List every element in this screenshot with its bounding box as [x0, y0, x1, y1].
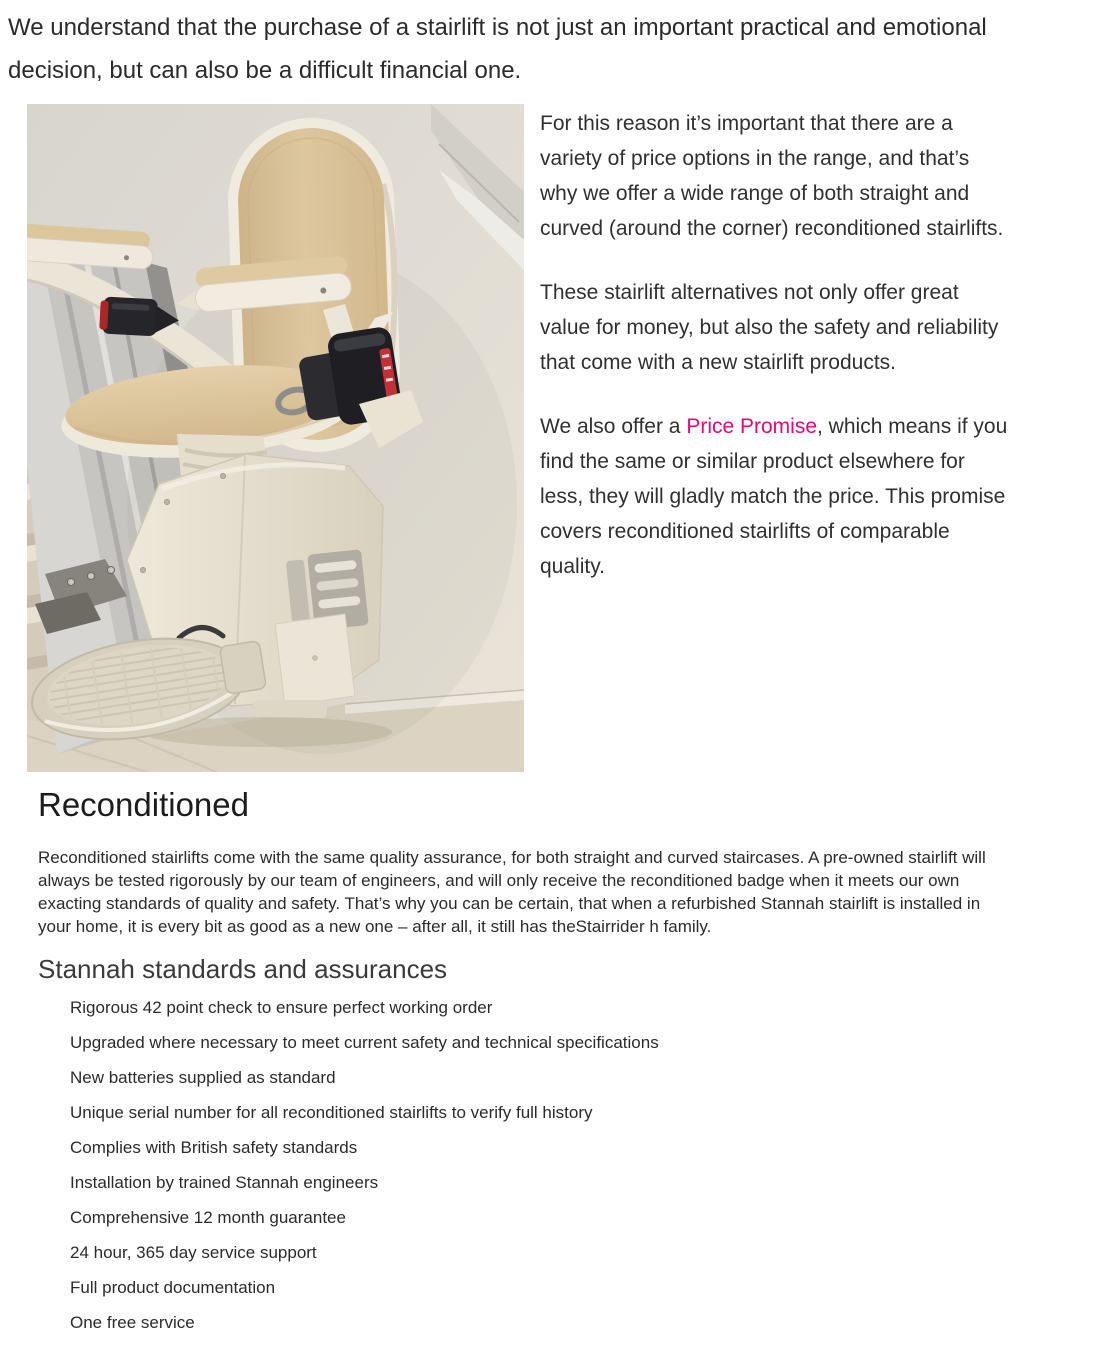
- intro-paragraph: We understand that the purchase of a stairlift is not just an important practical and emotional decision, but can also be a difficult financial one.: [8, 14, 987, 84]
- price-promise-after: , which means if you find the same or similar product elsewhere for less, they will gladly match the price. This promise covers reconditioned stairlifts of comparable quality.: [540, 415, 1008, 578]
- standards-heading: Stannah standards and assurances: [38, 954, 448, 984]
- media-row: [27, 104, 1100, 772]
- list-item: Unique serial number for all reconditioned stairlifts to verify full history: [70, 1103, 593, 1122]
- price-promise-paragraph: [540, 409, 1012, 584]
- reconditioned-paragraph: Reconditioned stairlifts come with the same quality assurance, for both straight and curved staircases. A pre-owned stairlift will always be tested rigorously by our team of engineers, and will only receive the reconditioned badge when it meets our own exacting standards of quality and safety. That’s why you can be certain, that when a refurbished Stannah stairlift is installed in your home, it is every bit as good as a new one – after all, it still has theStairrider h family.: [38, 848, 986, 936]
- value-paragraph: These stairlift alternatives not only offer great value for money, but also the safety and reliability that come with a new stairlift products.: [540, 281, 999, 374]
- price-promise-before: We also offer a: [540, 415, 687, 438]
- price-promise-link[interactable]: Price Promise: [686, 415, 818, 438]
- list-item: Full product documentation: [70, 1278, 276, 1297]
- stairlift-photo-art: [27, 104, 524, 772]
- standards-list: [0, 998, 1100, 1333]
- list-item: Complies with British safety standards: [70, 1138, 358, 1157]
- list-item: New batteries supplied as standard: [70, 1068, 336, 1087]
- list-item: Rigorous 42 point check to ensure perfect working order: [70, 998, 493, 1017]
- price-options-paragraph: For this reason it’s important that there are a variety of price options in the range, and that’s why we offer a wide range of both straight and curved (around the corner) reconditioned stairlifts.: [540, 112, 1004, 240]
- list-item: One free service: [70, 1313, 195, 1332]
- list-item: Upgraded where necessary to meet current safety and technical specifications: [70, 1033, 659, 1052]
- list-item: 24 hour, 365 day service support: [70, 1243, 317, 1262]
- reconditioned-heading: Reconditioned: [38, 786, 249, 823]
- list-item: Comprehensive 12 month guarantee: [70, 1208, 346, 1227]
- right-text-column: [540, 104, 1012, 613]
- stairlift-photo: [27, 104, 524, 772]
- list-item: Installation by trained Stannah engineers: [70, 1173, 379, 1192]
